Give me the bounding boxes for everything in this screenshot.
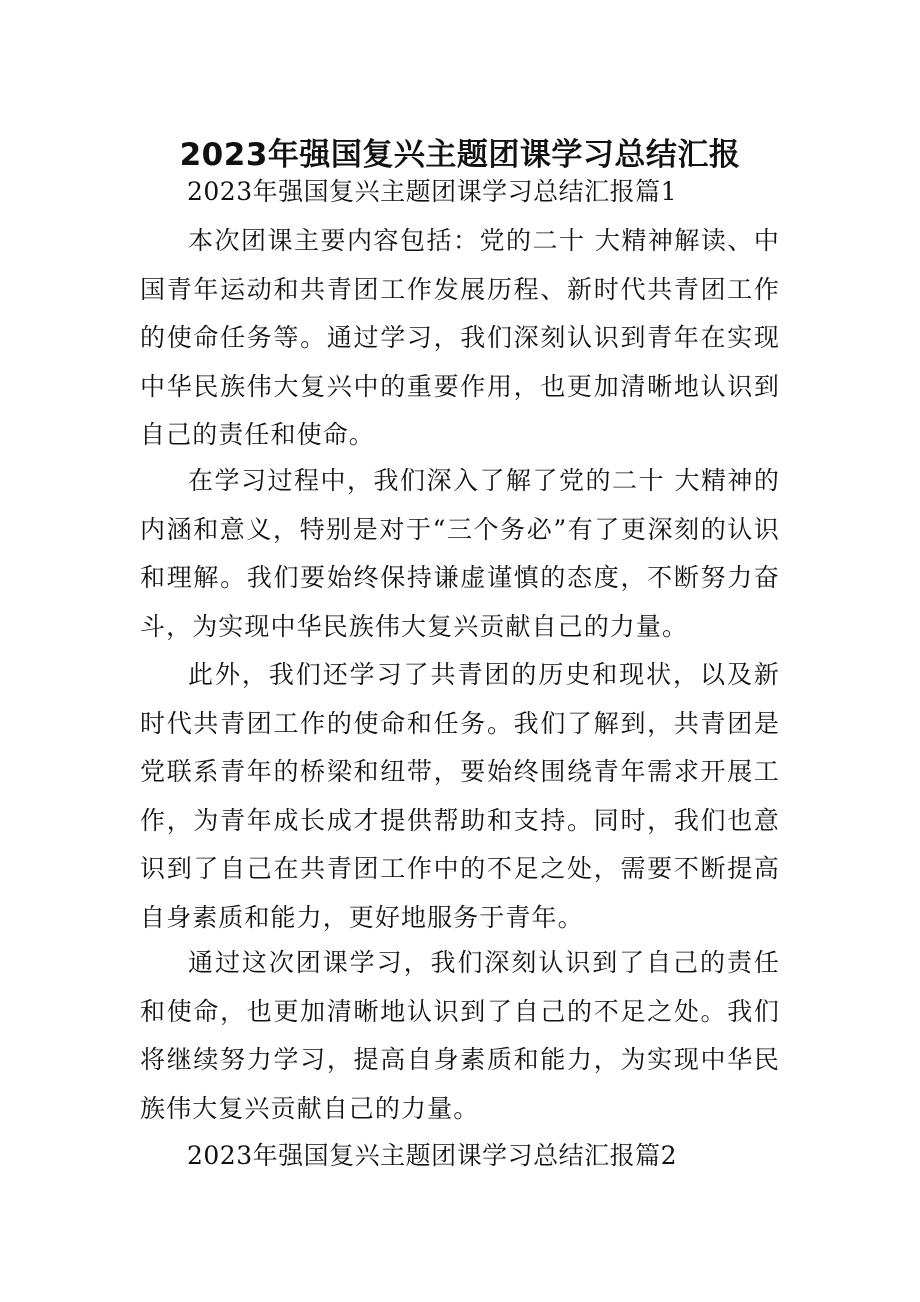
paragraph-1: 本次团课主要内容包括：党的二十 大精神解读、中国青年运动和共青团工作发展历程、新时代共青团工作的使命任务等。通过学习，我们深刻认识到青年在实现中华民族伟大复兴中的重要作用，也更加清晰地认识到自己的责任和使命。 — [140, 226, 780, 449]
paragraph-4: 通过这次团课学习，我们深刻认识到了自己的责任和使命，也更加清晰地认识到了自己的不足之处。我们将继续努力学习，提高自身素质和能力，为实现中华民族伟大复兴贡献自己的力量。 — [140, 948, 780, 1123]
paragraph-2: 在学习过程中，我们深入了解了党的二十 大精神的内涵和意义，特别是对于“三个务必”有了更深刻的认识和理解。我们要始终保持谦虚谨慎的态度，不断努力奋斗，为实现中华民族伟大复兴贡献自己的力量。 — [140, 466, 780, 641]
document-title: 2023年强国复兴主题团课学习总结汇报 — [179, 136, 741, 173]
section-heading-1: 2023年强国复兴主题团课学习总结汇报篇1 — [187, 177, 678, 206]
section-heading-2: 2023年强国复兴主题团课学习总结汇报篇2 — [187, 1141, 678, 1170]
paragraph-3: 此外，我们还学习了共青团的历史和现状，以及新时代共青团工作的使命和任务。我们了解到，共青团是党联系青年的桥梁和纽带，要始终围绕青年需求开展工作，为青年成长成才提供帮助和支持。同时，我们也意识到了自己在共青团工作中的不足之处，需要不断提高自身素质和能力，更好地服务于青年。 — [140, 660, 780, 932]
